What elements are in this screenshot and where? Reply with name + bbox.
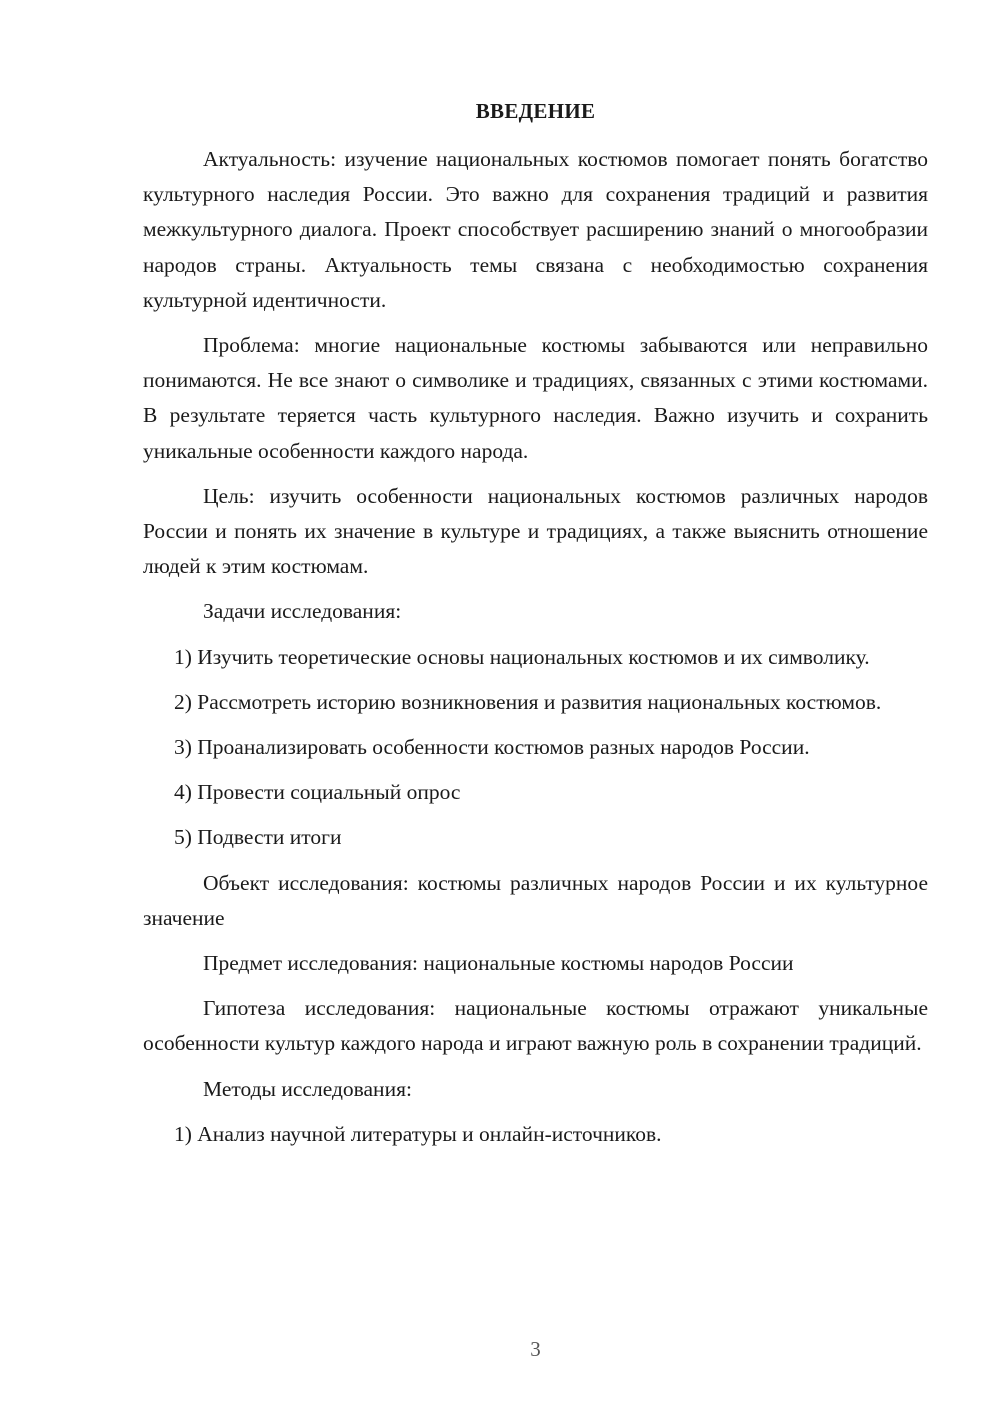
subject-paragraph: Предмет исследования: национальные костюмы народов России bbox=[203, 951, 794, 976]
methods-heading: Методы исследования: bbox=[203, 1076, 412, 1101]
task-item-1: 1) Изучить теоретические основы национальных костюмов и их символику. bbox=[174, 644, 870, 669]
relevance-paragraph: Актуальность: изучение национальных костюмов помогает понять богатство культурного наследия России. Это важно для сохранения традиций и развития межкультурного диалога. Проект способствует расширению знаний о многообразии народов страны. Актуальность темы связана с необходимостью сохранения культурной идентичности. bbox=[143, 147, 928, 312]
tasks-heading: Задачи исследования: bbox=[203, 599, 402, 624]
task-item-2: 2) Рассмотреть историю возникновения и развития национальных костюмов. bbox=[174, 689, 882, 714]
task-item-4: 4) Провести социальный опрос bbox=[174, 780, 461, 805]
object-paragraph: Объект исследования: костюмы различных народов России и их культурное значение bbox=[143, 870, 928, 930]
task-item-3: 3) Проанализировать особенности костюмов разных народов России. bbox=[174, 735, 810, 760]
document-page bbox=[143, 0, 928, 1414]
task-item-5: 5) Подвести итоги bbox=[174, 825, 342, 850]
method-item-1: 1) Анализ научной литературы и онлайн-источников. bbox=[174, 1121, 662, 1146]
document-body bbox=[143, 142, 928, 1162]
section-heading: ВВЕДЕНИЕ bbox=[475, 99, 596, 123]
problem-paragraph: Проблема: многие национальные костюмы забываются или неправильно понимаются. Не все знают о символике и традициях, связанных с этими костюмами. В результате теряется часть культурного наследия. Важно изучить и сохранить уникальные особенности каждого народа. bbox=[143, 333, 928, 463]
goal-paragraph: Цель: изучить особенности национальных костюмов различных народов России и понять их значение в культуре и традициях, а также выяснить отношение людей к этим костюмам. bbox=[143, 483, 928, 579]
page-number: 3 bbox=[530, 1337, 541, 1361]
hypothesis-paragraph: Гипотеза исследования: национальные костюмы отражают уникальные особенности культур каждого народа и играют важную роль в сохранении традиций. bbox=[143, 996, 928, 1056]
